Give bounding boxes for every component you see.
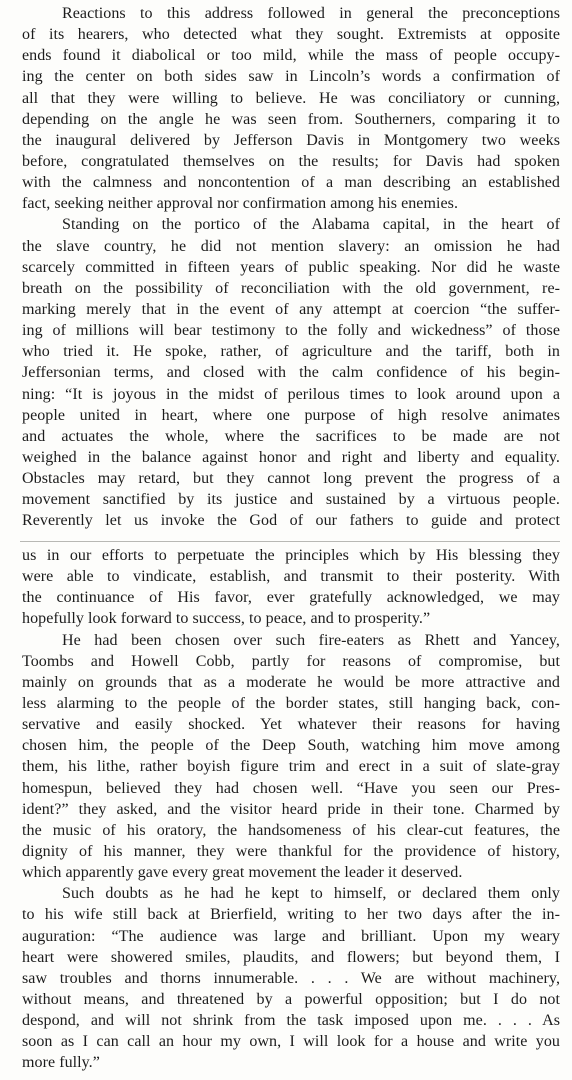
text-line: Reactions to this address followed in general the preconceptions (62, 5, 560, 22)
text-line: chosen him, the people of the Deep South, watching him move among (22, 737, 560, 755)
text-line: weighed in the balance against honor and right and liberty and equality. (22, 448, 560, 466)
text-line: breath on the possibility of reconciliation with the old government, re- (22, 279, 560, 297)
text-line: ing of millions will bear testimony to the folly and wickedness” of those (22, 322, 560, 340)
text-line: with the calmness and noncontention of a man describing an established (22, 174, 560, 192)
text-line: the slave country, he did not mention slavery: an omission he had (22, 237, 560, 255)
text-block-upper (22, 3, 560, 532)
text-line: despond, and will not shrink from the task imposed upon me. . . . As (22, 1012, 560, 1030)
text-line: He had been chosen over such fire-eaters as Rhett and Yancey, (62, 631, 560, 649)
text-line: heart were showered smiles, plaudits, and flowers; but beyond them, I (22, 948, 560, 966)
text-line: of its hearers, who detected what they sought. Extremists at opposite (22, 26, 560, 44)
text-line: who tried it. He spoke, rather, of agriculture and the tariff, both in (22, 343, 560, 361)
text-block-lower (22, 545, 560, 1074)
text-line: scarcely committed in fifteen years of public speaking. Nor did he waste (22, 258, 560, 276)
text-line: which apparently gave every great movement the leader it deserved. (22, 864, 463, 882)
text-line: ident?” they asked, and the visitor heard pride in their tone. Charmed by (22, 800, 560, 818)
text-line: the continuance of His favor, ever gratefully acknowledged, we may (22, 589, 560, 607)
text-line: ends found it diabolical or too mild, while the mass of people occupy- (22, 47, 560, 65)
text-line: auguration: “The audience was large and brilliant. Upon my weary (22, 927, 560, 945)
text-line: to his wife still back at Brierfield, writing to her two days after the in- (22, 906, 560, 924)
text-line: less alarming to the people of the border states, still hanging back, con- (22, 694, 560, 712)
text-line: fact, seeking neither approval nor confirmation among his enemies. (22, 195, 459, 213)
text-line: and actuates the whole, where the sacrifices to be made are not (22, 427, 560, 445)
text-line: Toombs and Howell Cobb, partly for reasons of compromise, but (22, 652, 560, 670)
text-line: us in our efforts to perpetuate the principles which by His blessing they (22, 547, 560, 564)
text-line: mainly on grounds that as a moderate he would be more attractive and (22, 673, 560, 691)
text-line: the music of his oratory, the handsomeness of his clear-cut features, the (22, 821, 560, 839)
text-line: marking merely that in the event of any attempt at coercion “the suffer- (22, 300, 560, 318)
text-line: Jeffersonian terms, and closed with the calm confidence of his begin- (22, 364, 560, 382)
text-line: were able to vindicate, establish, and transmit to their posterity. With (22, 568, 560, 586)
text-line: saw troubles and thorns innumerable. . . . We are without machinery, (22, 969, 560, 987)
text-line: Obstacles may retard, but they cannot long prevent the progress of a (22, 470, 560, 488)
text-line: Reverently let us invoke the God of our fathers to guide and protect (22, 512, 560, 530)
text-line: dignity of his manner, they were thankful for the providence of history, (22, 842, 560, 860)
text-line: more fully.” (22, 1054, 100, 1072)
text-line: ning: “It is joyous in the midst of perilous times to look around upon a (22, 385, 560, 403)
text-line: all that they were willing to believe. He was conciliatory or cunning, (22, 89, 560, 107)
text-line: homespun, believed they had chosen well. “Have you seen our Pres- (22, 779, 560, 797)
text-line: them, his lithe, rather boyish figure trim and erect in a suit of slate-gray (22, 758, 560, 776)
text-line: without means, and threatened by a powerful opposition; but I do not (22, 990, 560, 1008)
text-line: ing the center on both sides saw in Lincoln’s words a confirmation of (22, 68, 560, 86)
text-line: depending on the angle he was seen from. Southerners, comparing it to (22, 110, 560, 128)
text-line: hopefully look forward to success, to peace, and to prosperity.” (22, 610, 431, 628)
text-line: soon as I can call an hour my own, I will look for a house and write you (22, 1033, 560, 1051)
text-line: servative and easily shocked. Yet whatever their reasons for having (22, 716, 560, 734)
text-line: Such doubts as he had he kept to himself, or declared them only (62, 885, 560, 903)
text-line: Standing on the portico of the Alabama capital, in the heart of (62, 216, 560, 234)
text-line: before, congratulated themselves on the results; for Davis had spoken (22, 152, 560, 170)
text-line: the inaugural delivered by Jefferson Davis in Montgomery two weeks (22, 131, 560, 149)
text-line: movement sanctified by its justice and sustained by a virtuous people. (22, 491, 560, 509)
page-fold-divider (20, 541, 560, 542)
text-line: people united in heart, where one purpose of high resolve animates (22, 406, 560, 424)
